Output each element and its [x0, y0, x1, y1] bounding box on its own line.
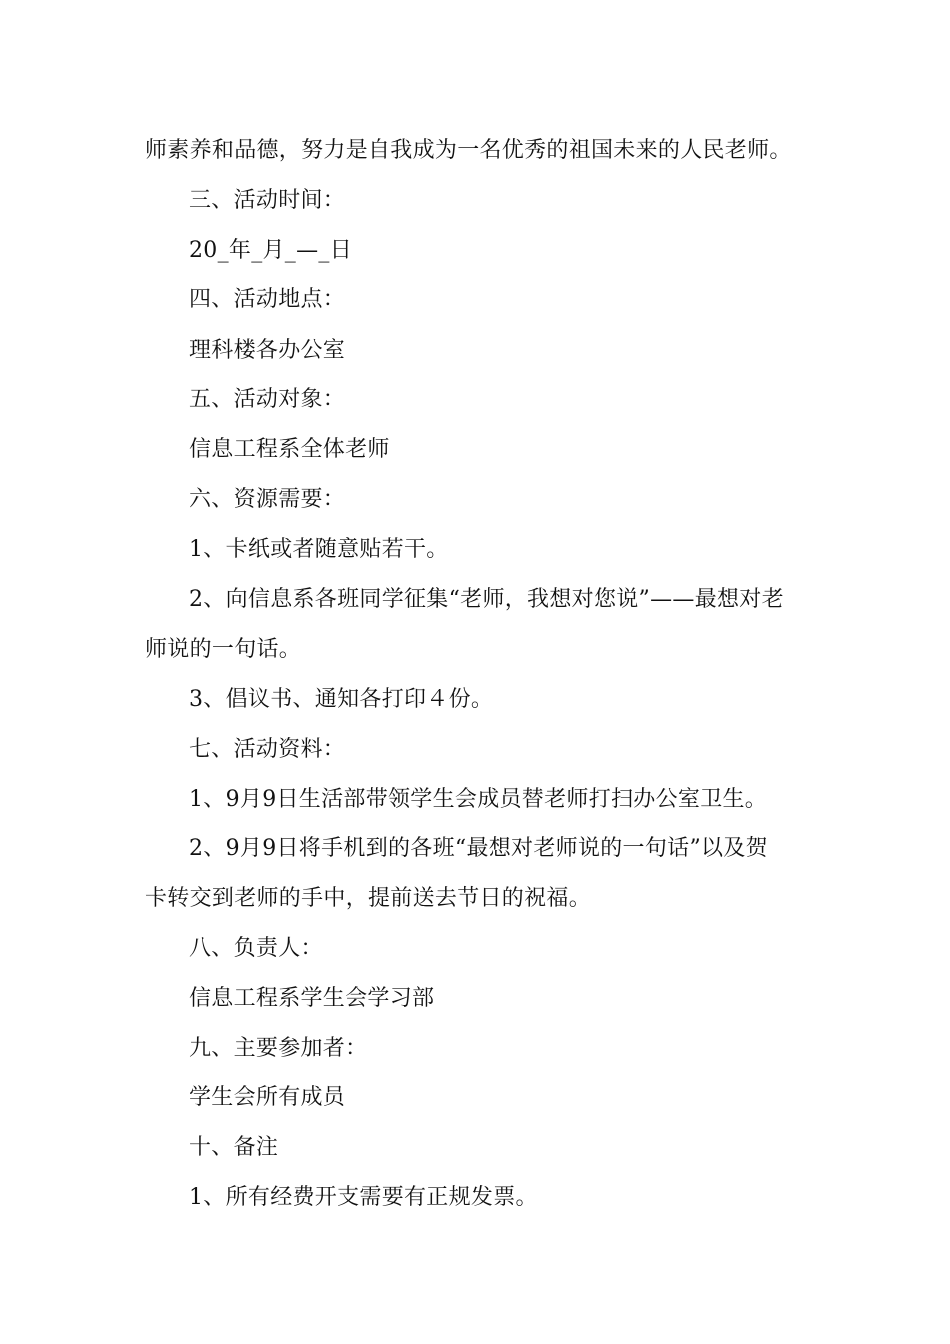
materials-item-2: 2、9月9日将手机到的各班“最想对老师说的一句话”以及贺 — [189, 836, 768, 861]
time-value-text: 20_年_月_—_日 — [189, 238, 352, 263]
materials-item-2-continuation: 卡转交到老师的手中，提前送去节日的祝福。 — [145, 886, 592, 911]
paragraph-continuation-text: 师素养和品德，努力是自我成为一名优秀的祖国未来的人民老师。 — [145, 138, 792, 163]
owner-value-text: 信息工程系学生会学习部 — [189, 986, 435, 1011]
materials-item-1: 1、9月9日生活部带领学生会成员替老师打扫办公室卫生。 — [189, 787, 768, 812]
section-heading-materials: 七、活动资料： — [189, 737, 346, 762]
section-heading-location: 四、活动地点： — [189, 287, 346, 312]
resource-item-2: 2、向信息系各班同学征集“老师，我想对您说”——最想对老 — [189, 587, 784, 612]
participants-value-text: 学生会所有成员 — [189, 1085, 346, 1110]
resource-item-2-continuation: 师说的一句话。 — [145, 637, 302, 662]
section-heading-resources: 六、资源需要： — [189, 487, 346, 512]
section-heading-participants: 九、主要参加者： — [189, 1036, 368, 1061]
resource-item-3: 3、倡议书、通知各打印４份。 — [189, 687, 494, 712]
audience-value-text: 信息工程系全体老师 — [189, 437, 390, 462]
location-value-text: 理科楼各办公室 — [189, 338, 346, 363]
section-heading-owner: 八、负责人： — [189, 936, 323, 961]
section-heading-notes: 十、备注 — [189, 1135, 279, 1160]
notes-item-1: 1、所有经费开支需要有正规发票。 — [189, 1185, 538, 1210]
resource-item-1: 1、卡纸或者随意贴若干。 — [189, 537, 449, 562]
section-heading-time: 三、活动时间： — [189, 188, 346, 213]
section-heading-audience: 五、活动对象： — [189, 387, 346, 412]
